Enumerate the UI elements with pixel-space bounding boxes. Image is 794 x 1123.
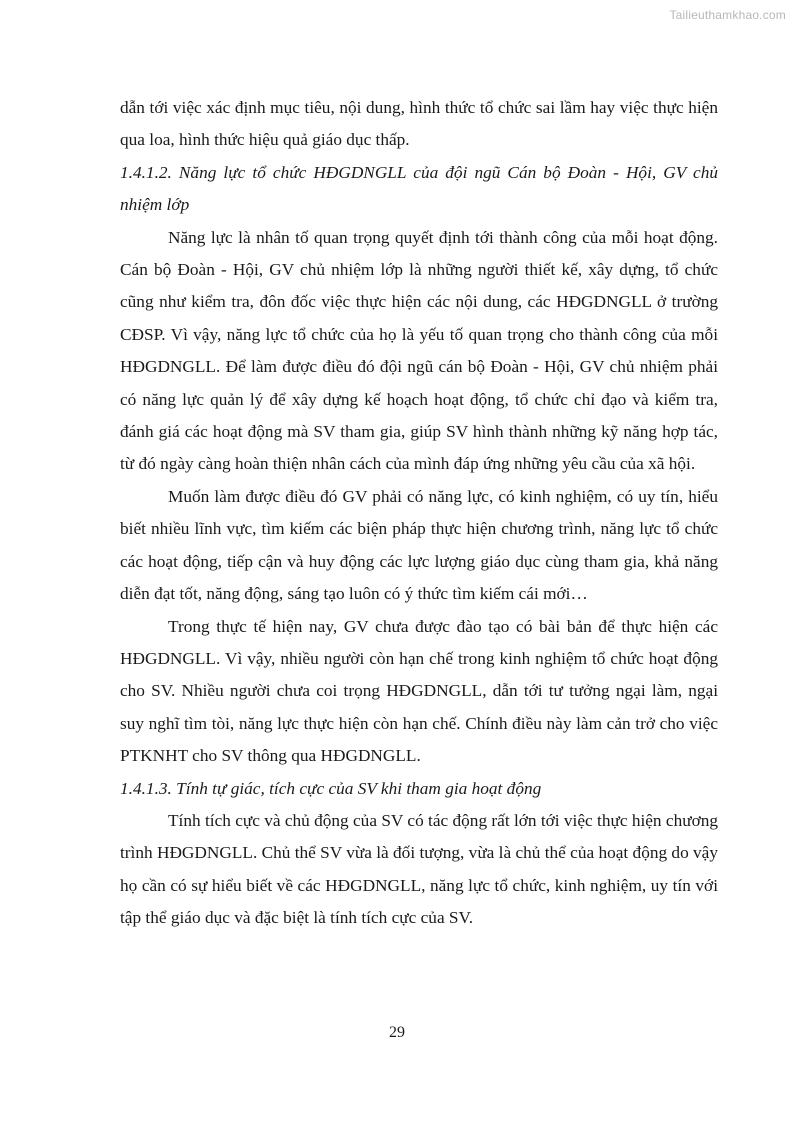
paragraph: Trong thực tế hiện nay, GV chưa được đào tạo có bài bản để thực hiện các HĐGDNGLL. Vì vậy, nhiều người còn hạn chế trong kinh nghiệm tổ chức hoạt động cho SV. Nhiều người chưa coi trọng HĐGDNGLL, dẫn tới tư tưởng ngại làm, ngại suy nghĩ tìm tòi, năng lực thực hiện còn hạn chế. Chính điều này làm cản trở cho việc PTKNHT cho SV thông qua HĐGDNGLL. <box>120 616 718 766</box>
document-body <box>120 92 718 935</box>
paragraph: Muốn làm được điều đó GV phải có năng lực, có kinh nghiệm, có uy tín, hiểu biết nhiều lĩnh vực, tìm kiếm các biện pháp thực hiện chương trình, năng lực tổ chức các hoạt động, tiếp cận và huy động các lực lượng giáo dục cùng tham gia, khả năng diễn đạt tốt, năng động, sáng tạo luôn có ý thức tìm kiếm cái mới… <box>120 486 718 604</box>
paragraph: Năng lực là nhân tố quan trọng quyết định tới thành công của mỗi hoạt động. Cán bộ Đoàn - Hội, GV chủ nhiệm lớp là những người thiết kế, xây dựng, tổ chức cũng như kiểm tra, đôn đốc việc thực hiện các nội dung, các HĐGDNGLL ở trường CĐSP. Vì vậy, năng lực tổ chức của họ là yếu tố quan trọng cho thành công của mỗi HĐGDNGLL. Để làm được điều đó đội ngũ cán bộ Đoàn - Hội, GV chủ nhiệm phải có năng lực quản lý để xây dựng kế hoạch hoạt động, tổ chức chỉ đạo và kiểm tra, đánh giá các hoạt động mà SV tham gia, giúp SV hình thành những kỹ năng hợp tác, từ đó ngày càng hoàn thiện nhân cách của mình đáp ứng những yêu cầu của xã hội. <box>120 227 718 474</box>
section-heading-1-4-1-3: 1.4.1.3. Tính tự giác, tích cực của SV khi tham gia hoạt động <box>120 778 542 798</box>
paragraph: Tính tích cực và chủ động của SV có tác động rất lớn tới việc thực hiện chương trình HĐGDNGLL. Chủ thể SV vừa là đối tượng, vừa là chủ thể của hoạt động do vậy họ cần có sự hiểu biết về các HĐGDNGLL, năng lực tổ chức, kinh nghiệm, uy tín với tập thể giáo dục và đặc biệt là tính tích cực của SV. <box>120 810 718 928</box>
paragraph-continuation: dẫn tới việc xác định mục tiêu, nội dung, hình thức tổ chức sai lầm hay việc thực hiện qua loa, hình thức hiệu quả giáo dục thấp. <box>120 98 718 150</box>
watermark-text: Tailieuthamkhao.com <box>669 8 786 22</box>
section-heading-1-4-1-2: 1.4.1.2. Năng lực tổ chức HĐGDNGLL của đội ngũ Cán bộ Đoàn - Hội, GV chủ nhiệm lớp <box>120 162 718 215</box>
page-number: 29 <box>389 1024 405 1041</box>
